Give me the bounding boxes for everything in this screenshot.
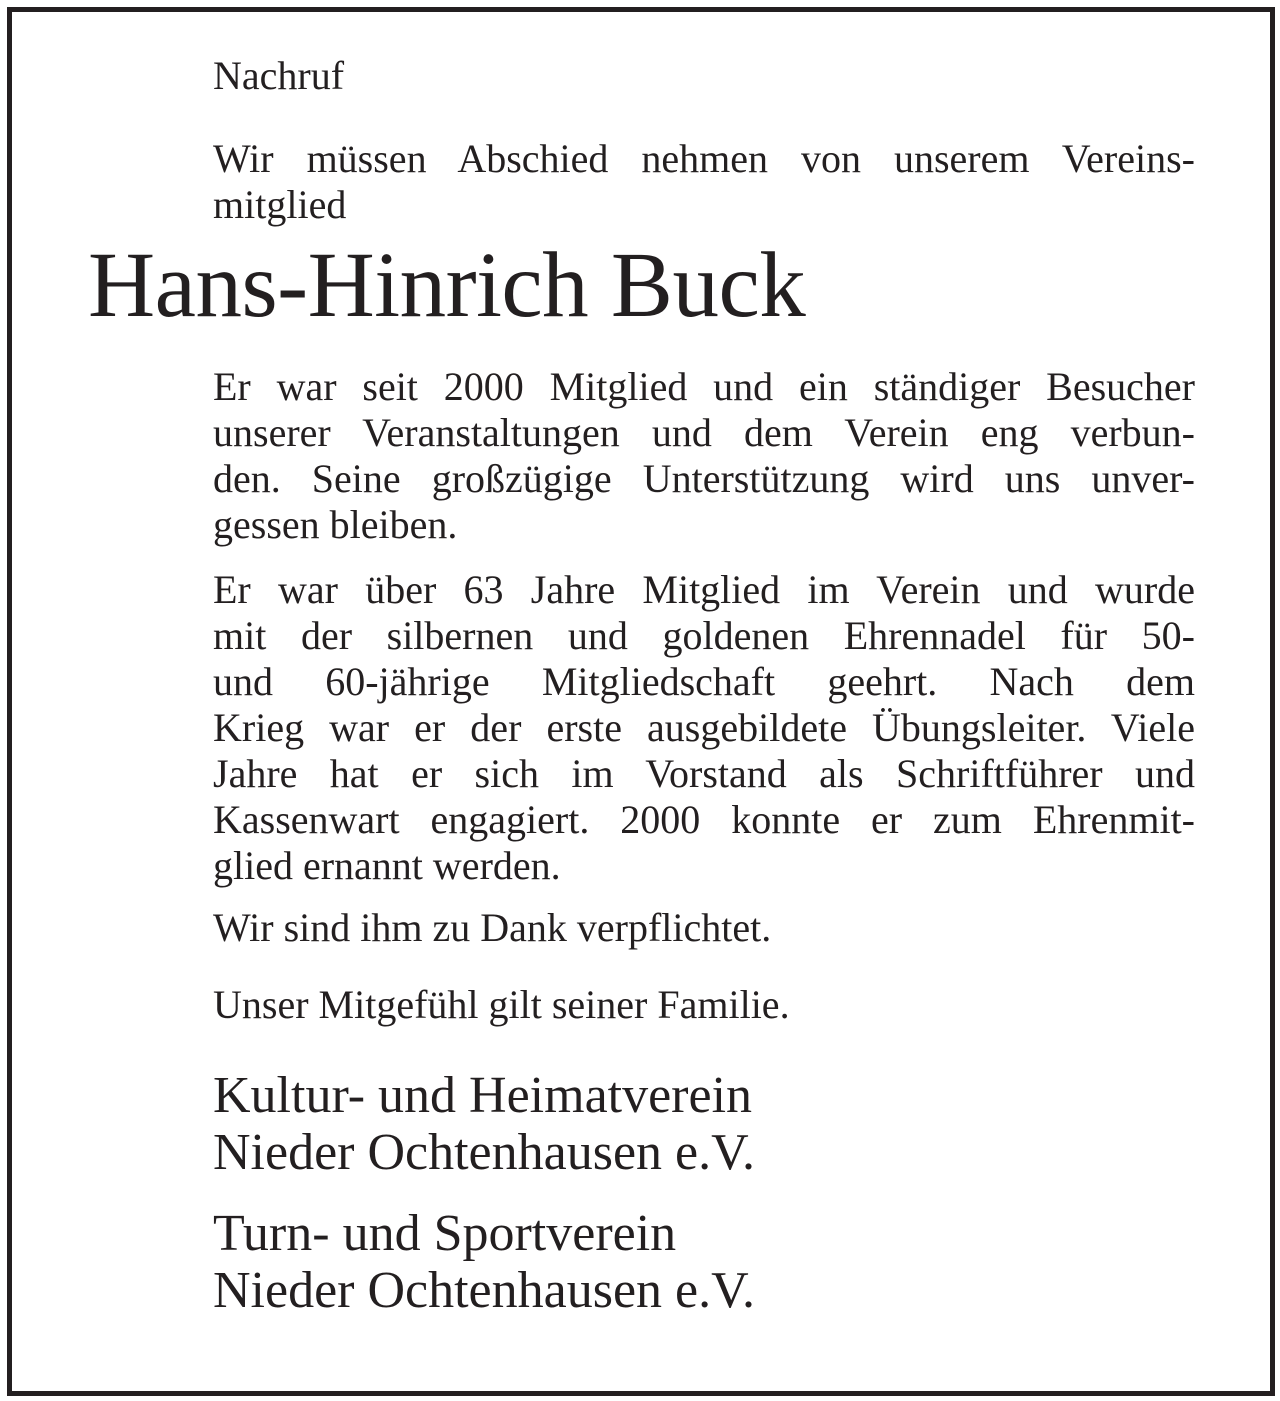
paragraph-line: Er war über 63 Jahre Mitglied im Verein und wurde <box>213 567 1195 612</box>
paragraph-honors <box>213 567 1195 889</box>
intro-line: Wir müssen Abschied nehmen von unserem Vereins- <box>213 136 1195 181</box>
intro-line: mitglied <box>213 182 347 227</box>
paragraph-line: den. Seine großzügige Unterstützung wird uns unver- <box>213 456 1195 501</box>
paragraph-condolences <box>213 982 1195 1028</box>
signatory-name: Turn- und Sportverein <box>213 1205 677 1262</box>
signatory-name: Kultur- und Heimatverein <box>213 1067 753 1124</box>
deceased-name: Hans-Hinrich Buck <box>88 234 806 337</box>
paragraph-line: glied ernannt werden. <box>213 843 561 888</box>
paragraph-line: Wir sind ihm zu Dank verpflichtet. <box>213 905 772 950</box>
paragraph-line: unserer Veranstaltungen und dem Verein eng verbun- <box>213 410 1195 455</box>
signatory-location: Nieder Ochtenhausen e.V. <box>213 1124 755 1181</box>
paragraph-line: Kassenwart engagiert. 2000 konnte er zum Ehrenmit- <box>213 797 1195 842</box>
intro-text <box>213 136 1195 228</box>
paragraph-membership <box>213 364 1195 548</box>
paragraph-gratitude <box>213 905 1195 951</box>
paragraph-line: mit der silbernen und goldenen Ehrennadel für 50- <box>213 613 1195 658</box>
paragraph-line: Krieg war er der erste ausgebildete Übungsleiter. Viele <box>213 705 1195 750</box>
signatory-culture-club <box>213 1067 755 1181</box>
paragraph-line: Jahre hat er sich im Vorstand als Schriftführer und <box>213 751 1195 796</box>
notice-heading: Nachruf <box>213 53 345 98</box>
paragraph-line: Er war seit 2000 Mitglied und ein ständiger Besucher <box>213 364 1195 409</box>
signatory-location: Nieder Ochtenhausen e.V. <box>213 1262 755 1319</box>
signatory-sports-club <box>213 1205 755 1319</box>
paragraph-line: Unser Mitgefühl gilt seiner Familie. <box>213 982 790 1027</box>
paragraph-line: und 60-jährige Mitgliedschaft geehrt. Nach dem <box>213 659 1195 704</box>
paragraph-line: gessen bleiben. <box>213 502 458 547</box>
